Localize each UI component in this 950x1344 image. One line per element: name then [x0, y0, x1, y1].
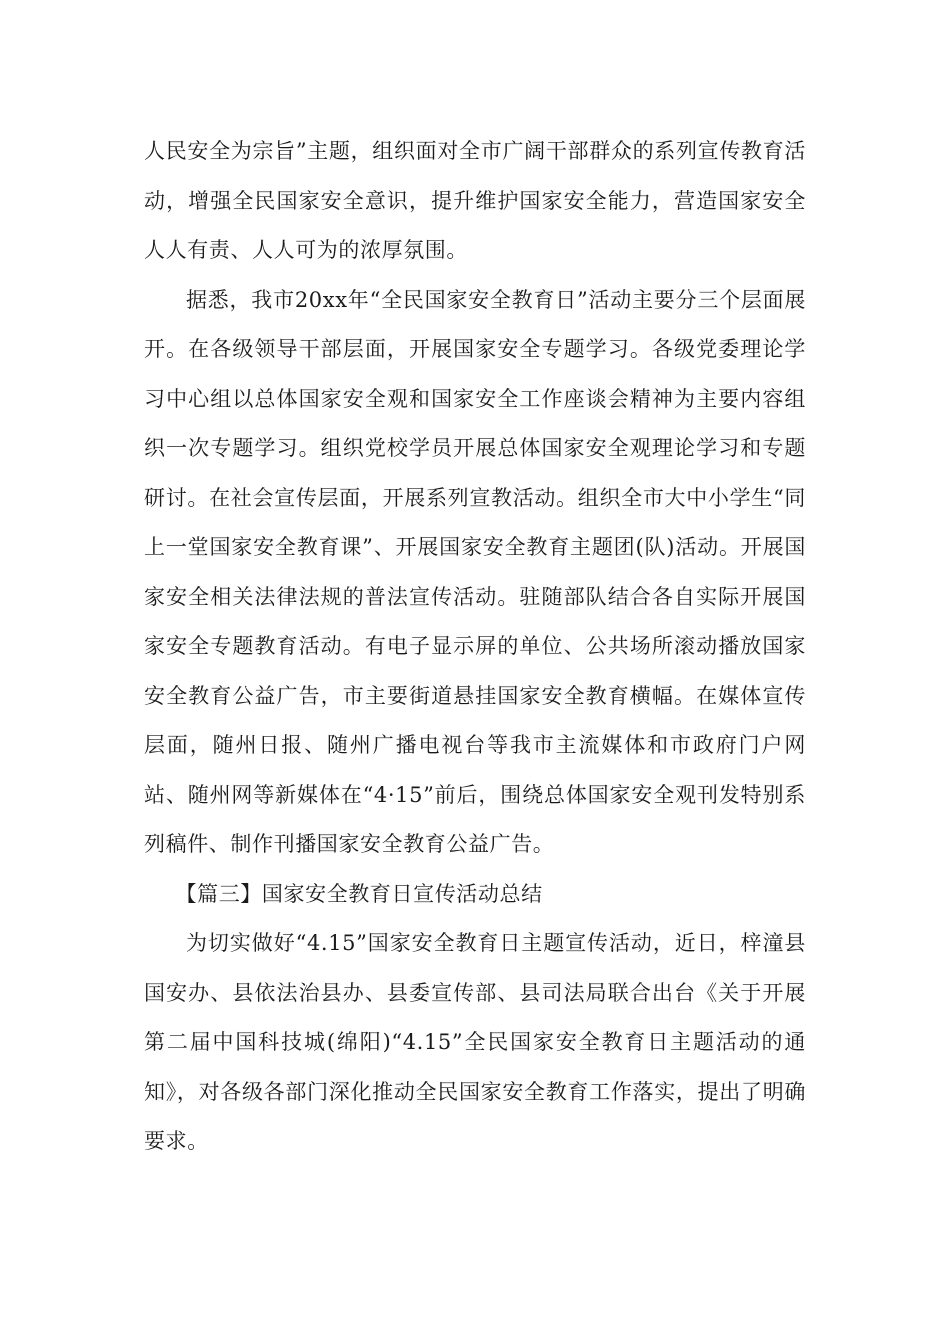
section-heading: 【篇三】国家安全教育日宣传活动总结: [175, 881, 543, 906]
paragraph-continued: 人民安全为宗旨”主题，组织面对全市广阔干部群众的系列宣传教育活动，增强全民国家安全意识，提升维护国家安全能力，营造国家安全人人有责、人人可为的浓厚氛围。: [144, 139, 806, 262]
document-body: [144, 127, 806, 1167]
paragraph-activity-levels: 据悉，我市20xx年“全民国家安全教育日”活动主要分三个层面展开。在各级领导干部层面，开展国家安全专题学习。各级党委理论学习中心组以总体国家安全观和国家安全工作座谈会精神为主要内容组织一次专题学习。组织党校学员开展总体国家安全观理论学习和专题研讨。在社会宣传层面，开展系列宣教活动。组织全市大中小学生“同上一堂国家安全教育课”、开展国家安全教育主题团(队)活动。开展国家安全相关法律法规的普法宣传活动。驻随部队结合各自实际开展国家安全专题教育活动。有电子显示屏的单位、公共场所滚动播放国家安全教育公益广告，市主要街道悬挂国家安全教育横幅。在媒体宣传层面，随州日报、随州广播电视台等我市主流媒体和市政府门户网站、随州网等新媒体在“4·15”前后，围绕总体国家安全观刊发特别系列稿件、制作刊播国家安全教育公益广告。: [144, 287, 806, 856]
paragraph-zitong-notice: 为切实做好“4.15”国家安全教育日主题宣传活动，近日，梓潼县国安办、县依法治县办、县委宣传部、县司法局联合出台《关于开展第二届中国科技城(绵阳)“4.15”全民国家安全教育日主题活动的通知》，对各级各部门深化推动全民国家安全教育工作落实，提出了明确要求。: [144, 931, 806, 1153]
